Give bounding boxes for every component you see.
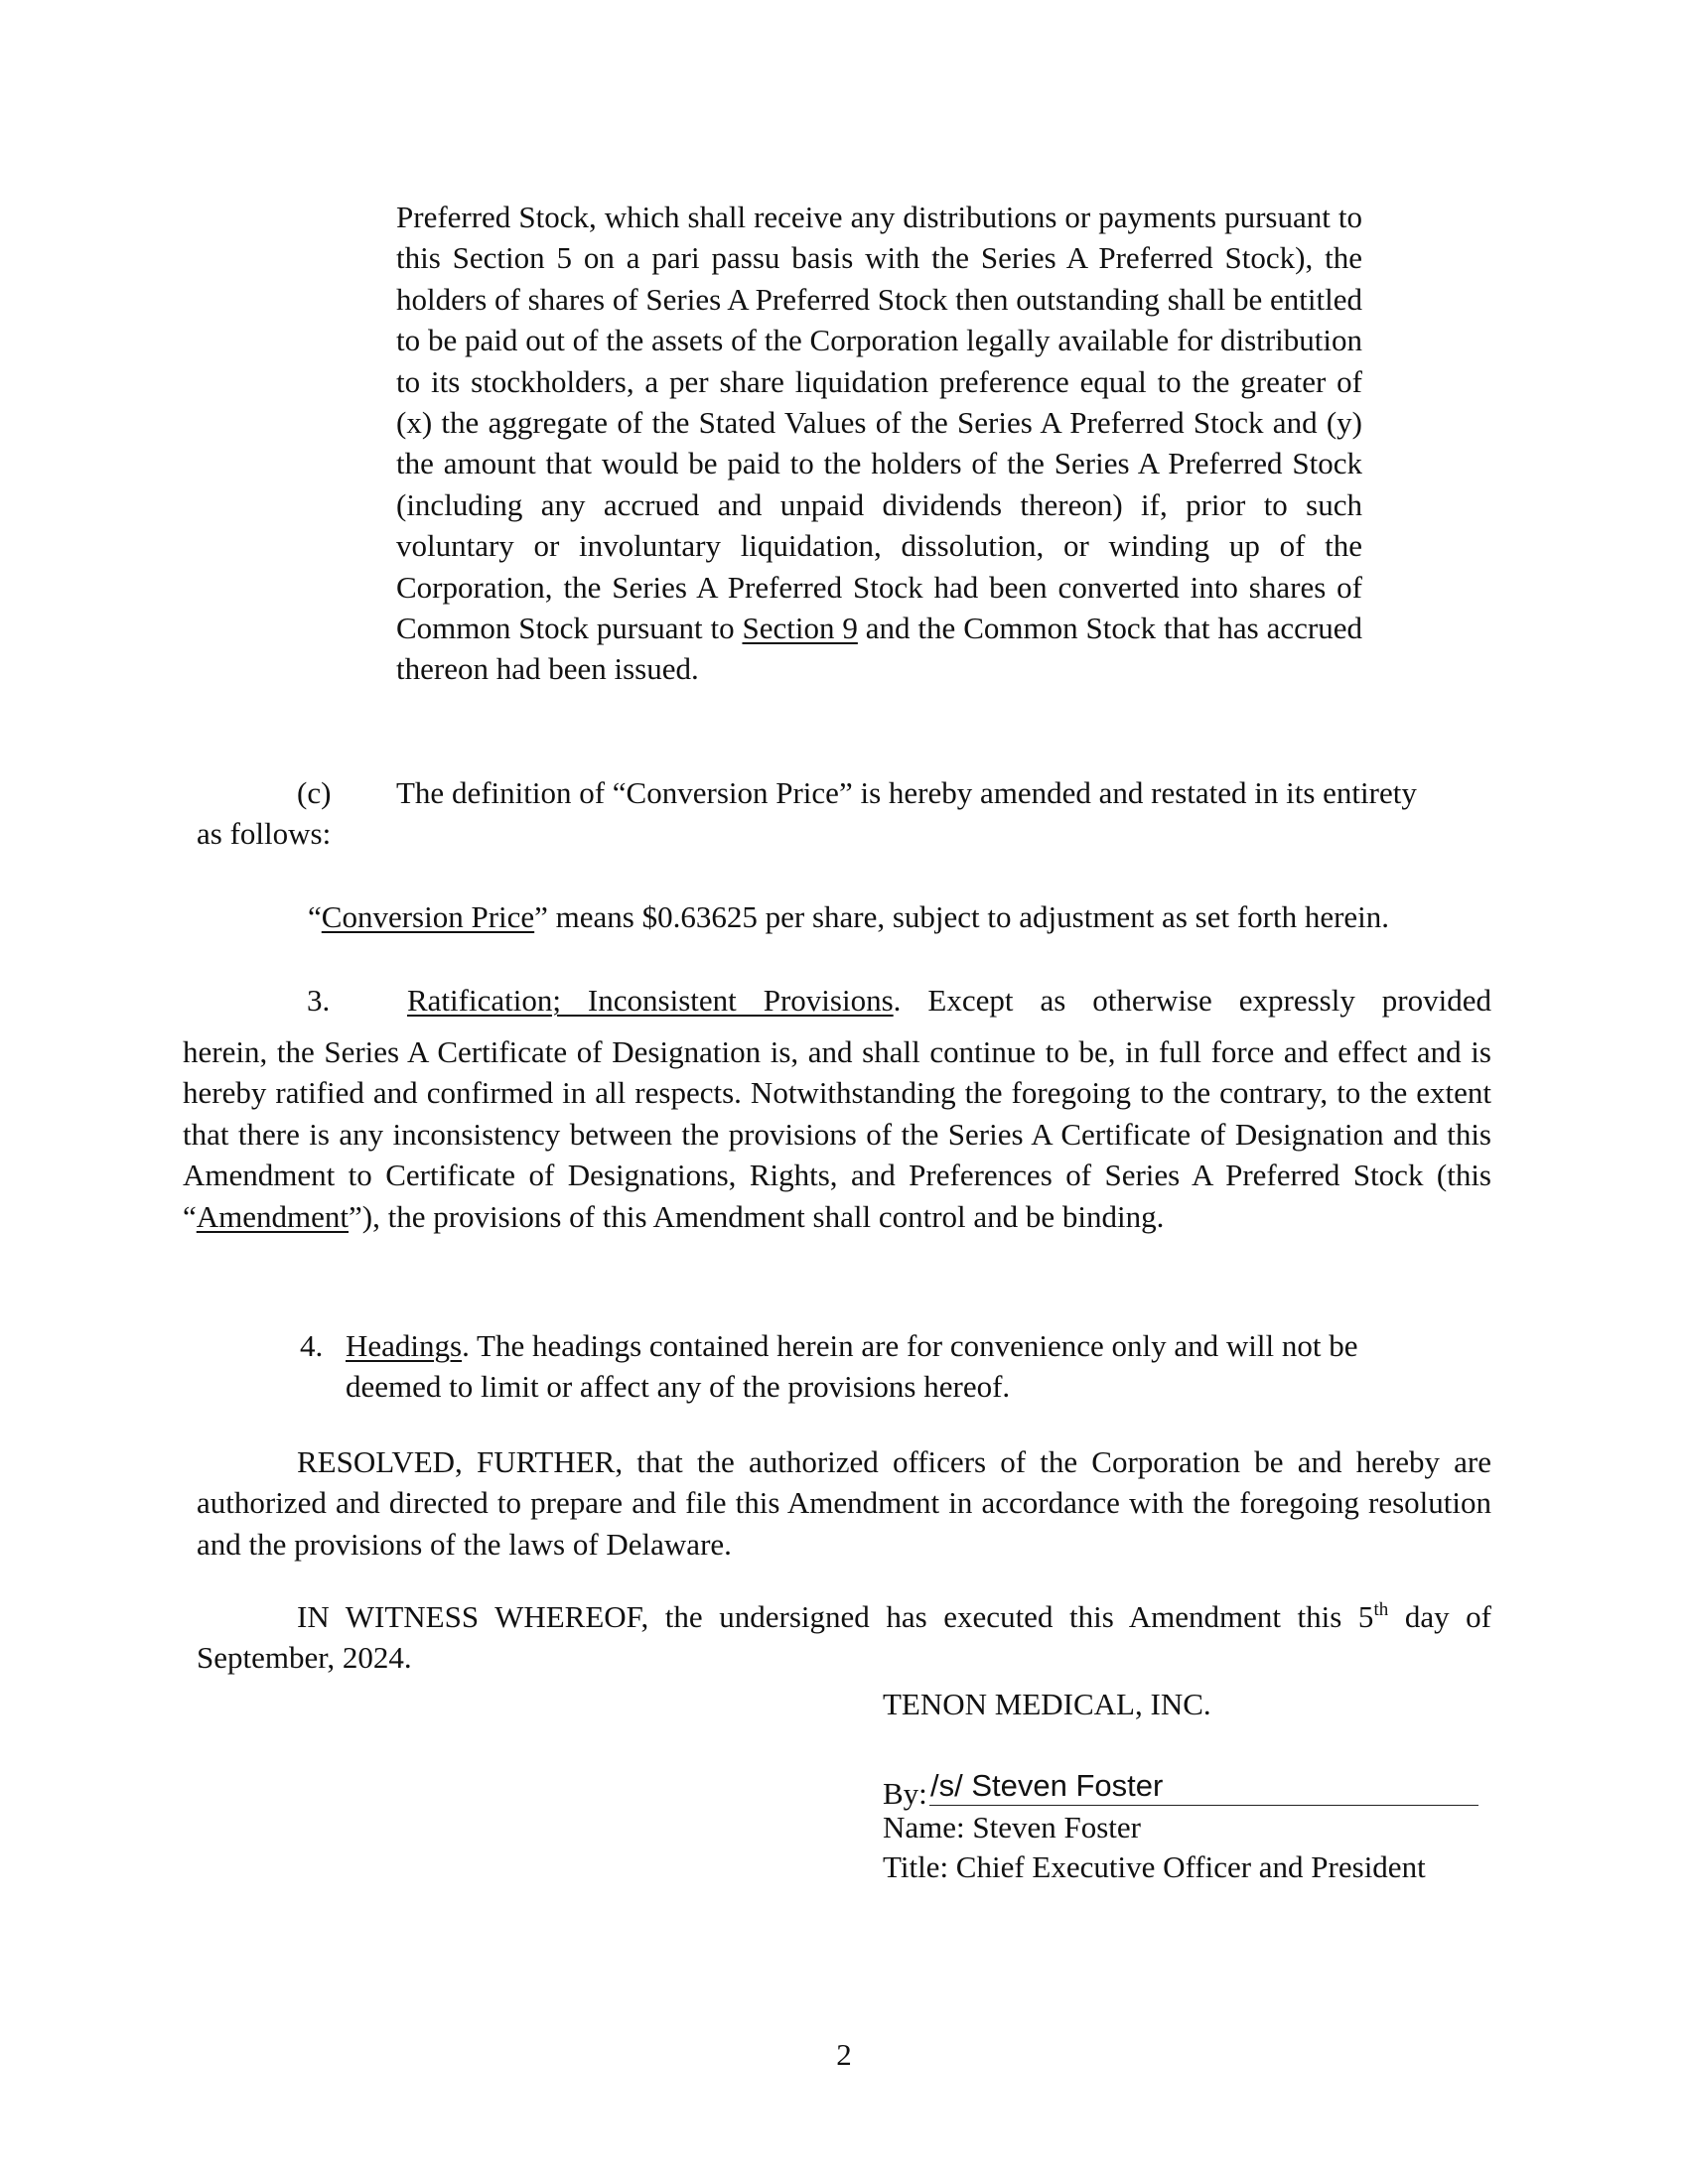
- witness-text: IN WITNESS WHEREOF, the undersigned has executed this Amendment this 5: [297, 1599, 1374, 1634]
- signature-value: /s/ Steven Foster: [930, 1768, 1164, 1803]
- section-3-heading: Ratification; Inconsistent Provisions: [407, 983, 894, 1018]
- section-3-body-end: ”), the provisions of this Amendment shall control and be binding.: [349, 1198, 1165, 1234]
- paragraph-c-label: (c): [297, 775, 332, 810]
- conversion-price-text: ” means $0.63625 per share, subject to adjustment as set forth herein.: [534, 899, 1390, 934]
- signatory-title: Title: Chief Executive Officer and President: [883, 1849, 1426, 1884]
- section-3-body: [183, 1031, 1491, 1237]
- section-4-number: 4.: [300, 1328, 324, 1363]
- witness-paragraph: [197, 1596, 1491, 1679]
- company-name: TENON MEDICAL, INC.: [883, 1687, 1211, 1721]
- page-number: 2: [836, 2037, 852, 2072]
- signature-by-label: By:: [883, 1776, 927, 1811]
- defined-term-conversion-price: Conversion Price: [321, 899, 535, 934]
- paragraph-b-text: Preferred Stock, which shall receive any distributions or payments pursuant to this Section 5 on a pari passu basis with the Series A Preferred Stock), the holders of shares of Series A Preferred Stock then outstanding shall be entitled to be paid out of the assets of the Corporation legally available for distribution to its stockholders, a per share liquidation preference equal to the greater of (x) the aggregate of the Stated Values of the Series A Preferred Stock and (y) the amount that would be paid to the holders of the Series A Preferred Stock (including any accrued and unpaid dividends thereon) if, prior to such voluntary or involuntary liquidation, dissolution, or winding up of the Corporation, the Series A Preferred Stock had been converted into shares of Common Stock pursuant to: [396, 200, 1362, 646]
- section-3-number: 3.: [307, 983, 331, 1018]
- signature-line: [929, 1805, 1478, 1806]
- section-4-heading: Headings: [346, 1328, 463, 1363]
- witness-date-text: day of September, 2024.: [197, 1599, 1491, 1676]
- section-9-reference: Section 9: [742, 611, 858, 646]
- section-3-heading-line: [407, 980, 1491, 1021]
- paragraph-c-line-2: as follows:: [197, 816, 332, 851]
- defined-term-amendment: Amendment: [196, 1198, 350, 1234]
- paragraph-b-continuation: [396, 197, 1362, 690]
- section-3-body-text: herein, the Series A Certificate of Designation is, and shall continue to be, in full force and effect and is hereby ratified and confirmed in all respects. Notwithstanding the foregoing to the contrary, to the extent that there is any inconsistency between the provisions of the Series A Certificate of Designation and this Amendment to Certificate of Designations, Rights, and Preferences of Series A Preferred Stock (this “: [183, 1034, 1491, 1234]
- resolved-paragraph: RESOLVED, FURTHER, that the authorized officers of the Corporation be and hereby are authorized and directed to prepare and file this Amendment in accordance with the foregoing resolution and the provisions of the laws of Delaware.: [197, 1444, 1491, 1562]
- paragraph-c-line-1: The definition of “Conversion Price” is hereby amended and restated in its entirety: [396, 775, 1417, 810]
- ordinal-superscript: th: [1373, 1599, 1389, 1620]
- conversion-price-definition: [308, 896, 1389, 937]
- section-3-heading-tail: . Except as otherwise expressly provided: [893, 983, 1492, 1018]
- section-4-body: [346, 1325, 1383, 1408]
- open-quote: “: [308, 899, 322, 934]
- signatory-name: Name: Steven Foster: [883, 1810, 1142, 1844]
- paragraph-b-end-text: and the Common Stock that has accrued thereon had been issued.: [396, 611, 1362, 687]
- section-4-body-text: . The headings contained herein are for convenience only and will not be deemed to limit or affect any of the provisions hereof.: [346, 1328, 1358, 1405]
